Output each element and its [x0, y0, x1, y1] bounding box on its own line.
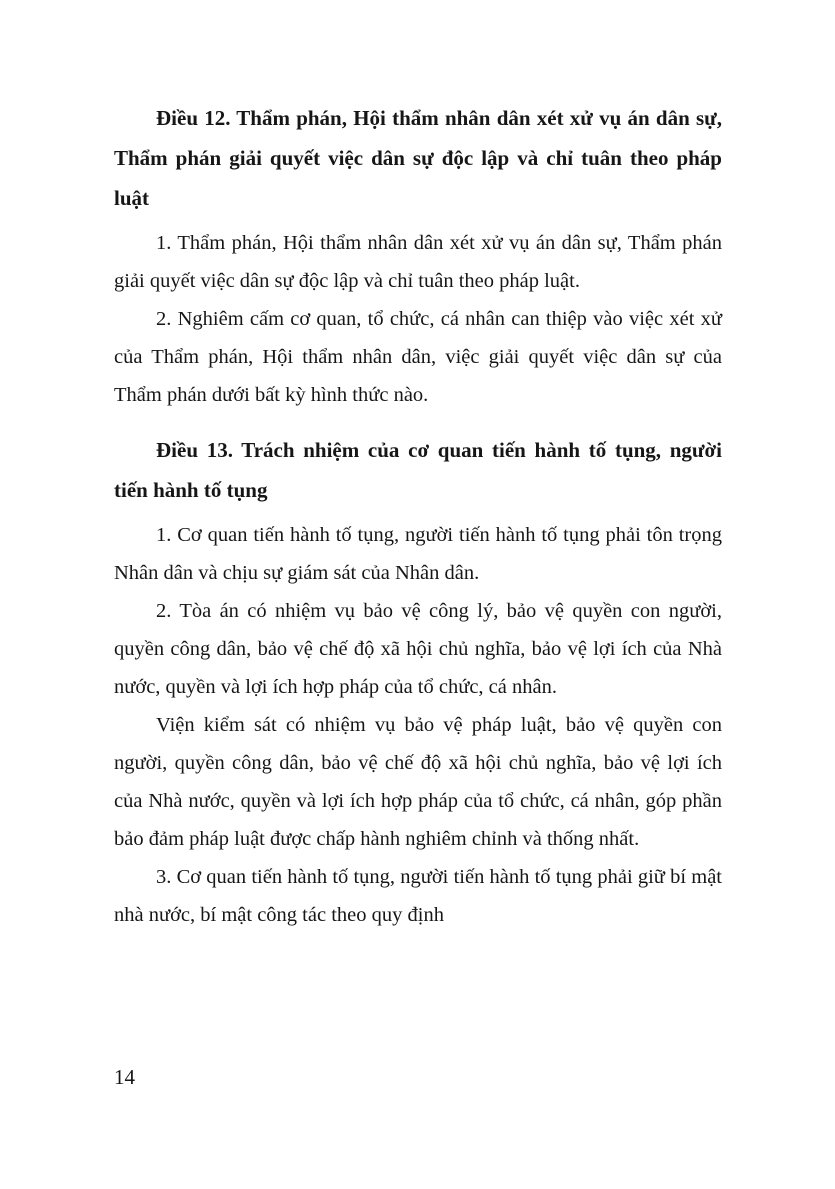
article-12-paragraph-2: 2. Nghiêm cấm cơ quan, tổ chức, cá nhân can thiệp vào việc xét xử của Thẩm phán, Hội thẩm nhân dân, việc giải quyết việc dân sự của Thẩm phán dưới bất kỳ hình thức nào. — [114, 308, 722, 406]
article-12-paragraph-1: 1. Thẩm phán, Hội thẩm nhân dân xét xử vụ án dân sự, Thẩm phán giải quyết việc dân sự độc lập và chỉ tuân theo pháp luật. — [114, 232, 722, 292]
article-12-section — [114, 98, 722, 414]
article-13-paragraph-4: 3. Cơ quan tiến hành tố tụng, người tiến hành tố tụng phải giữ bí mật nhà nước, bí mật công tác theo quy định — [114, 866, 722, 926]
article-13-section — [114, 430, 722, 934]
page-number: 14 — [114, 1065, 135, 1089]
article-13-paragraph-1: 1. Cơ quan tiến hành tố tụng, người tiến hành tố tụng phải tôn trọng Nhân dân và chịu sự giám sát của Nhân dân. — [114, 524, 722, 584]
page-content — [114, 98, 722, 934]
article-13-heading: Điều 13. Trách nhiệm của cơ quan tiến hành tố tụng, người tiến hành tố tụng — [114, 438, 722, 502]
article-13-paragraph-2: 2. Tòa án có nhiệm vụ bảo vệ công lý, bảo vệ quyền con người, quyền công dân, bảo vệ chế độ xã hội chủ nghĩa, bảo vệ lợi ích của Nhà nước, quyền và lợi ích hợp pháp của tổ chức, cá nhân. — [114, 600, 722, 698]
article-13-paragraph-3: Viện kiểm sát có nhiệm vụ bảo vệ pháp luật, bảo vệ quyền con người, quyền công dân, bảo vệ chế độ xã hội chủ nghĩa, bảo vệ lợi ích của Nhà nước, quyền và lợi ích hợp pháp của tổ chức, cá nhân, góp phần bảo đảm pháp luật được chấp hành nghiêm chỉnh và thống nhất. — [114, 714, 722, 850]
article-12-heading: Điều 12. Thẩm phán, Hội thẩm nhân dân xét xử vụ án dân sự, Thẩm phán giải quyết việc dân sự độc lập và chỉ tuân theo pháp luật — [114, 106, 722, 210]
